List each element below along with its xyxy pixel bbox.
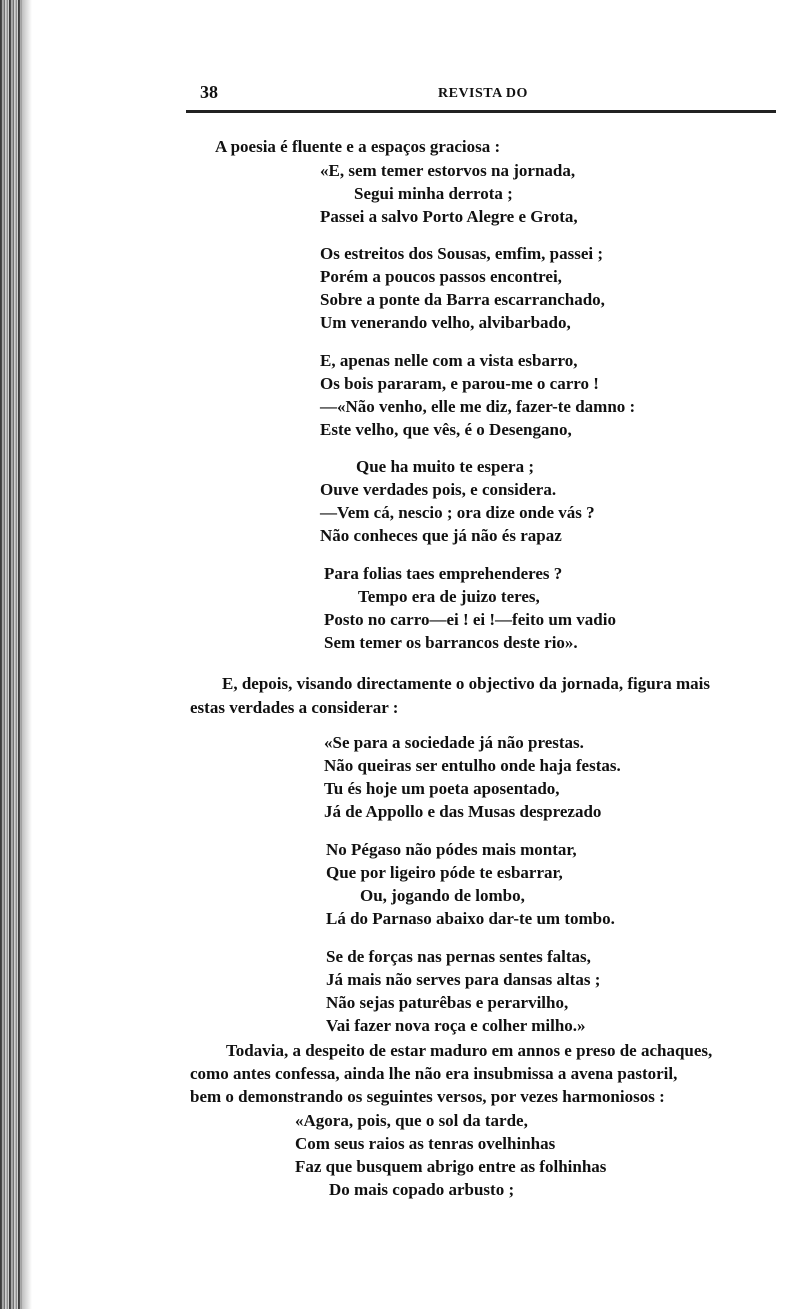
verse-line: Tempo era de juizo teres, bbox=[358, 587, 540, 606]
verse-line: Um venerando velho, alvibarbado, bbox=[320, 313, 571, 332]
verse-line: Lá do Parnaso abaixo dar-te um tombo. bbox=[326, 909, 615, 928]
verse-line: A poesia é fluente e a espaços graciosa : bbox=[215, 137, 501, 156]
verse-line: Ouve verdades pois, e considera. bbox=[320, 480, 557, 499]
prose-line: como antes confessa, ainda lhe não era insubmissa a avena pastoril, bbox=[190, 1064, 678, 1083]
verse-line: Este velho, que vês, é o Desengano, bbox=[320, 420, 572, 439]
verse-line: Já mais não serves para dansas altas ; bbox=[326, 970, 601, 989]
verse-line: Já de Appollo e das Musas desprezado bbox=[324, 802, 602, 821]
verse-line: Posto no carro—ei ! ei !—feito um vadio bbox=[324, 610, 616, 629]
running-title: REVISTA DO bbox=[438, 86, 528, 101]
prose-line: bem o demonstrando os seguintes versos, por vezes harmoniosos : bbox=[190, 1087, 665, 1106]
verse-line: Os estreitos dos Sousas, emfim, passei ; bbox=[320, 244, 604, 263]
verse-line: No Pégaso não pódes mais montar, bbox=[326, 840, 577, 859]
page-header bbox=[186, 82, 776, 108]
verse-line: «E, sem temer estorvos na jornada, bbox=[320, 161, 576, 180]
page-binding-shadow bbox=[22, 0, 32, 1309]
verse-line: Tu és hoje um poeta aposentado, bbox=[324, 779, 560, 798]
verse-line: Não sejas paturêbas e perarvilho, bbox=[326, 993, 569, 1012]
prose-line: Todavia, a despeito de estar maduro em annos e preso de achaques, bbox=[226, 1041, 713, 1060]
verse-line: Que por ligeiro póde te esbarrar, bbox=[326, 863, 563, 882]
verse-line: «Se para a sociedade já não prestas. bbox=[324, 733, 584, 752]
verse-line: Se de forças nas pernas sentes faltas, bbox=[326, 947, 591, 966]
verse-line: Que ha muito te espera ; bbox=[356, 457, 535, 476]
verse-line: —Vem cá, nescio ; ora dize onde vás ? bbox=[320, 503, 595, 522]
prose-line: estas verdades a considerar : bbox=[190, 698, 399, 717]
verse-line: Vai fazer nova roça e colher milho.» bbox=[326, 1016, 586, 1035]
verse-line: Do mais copado arbusto ; bbox=[329, 1180, 515, 1199]
verse-line: E, apenas nelle com a vista esbarro, bbox=[320, 351, 578, 370]
verse-line: Faz que busquem abrigo entre as folhinhas bbox=[295, 1157, 607, 1176]
verse-line: Sem temer os barrancos deste rio». bbox=[324, 633, 578, 652]
verse-line: «Agora, pois, que o sol da tarde, bbox=[295, 1111, 528, 1130]
header-rule bbox=[186, 110, 776, 113]
verse-line: Para folias taes emprehenderes ? bbox=[324, 564, 563, 583]
verse-line: Com seus raios as tenras ovelhinhas bbox=[295, 1134, 556, 1153]
page-binding-edge bbox=[0, 0, 22, 1309]
verse-line: Sobre a ponte da Barra escarranchado, bbox=[320, 290, 605, 309]
verse-line: Não queiras ser entulho onde haja festas. bbox=[324, 756, 621, 775]
verse-line: Os bois pararam, e parou-me o carro ! bbox=[320, 374, 599, 393]
verse-line: —«Não venho, elle me diz, fazer-te damno : bbox=[320, 397, 636, 416]
verse-line: Passei a salvo Porto Alegre e Grota, bbox=[320, 207, 578, 226]
verse-line: Porém a poucos passos encontrei, bbox=[320, 267, 562, 286]
verse-line: Segui minha derrota ; bbox=[354, 184, 513, 203]
page-number: 38 bbox=[200, 82, 218, 102]
prose-line: E, depois, visando directamente o objectivo da jornada, figura mais bbox=[222, 674, 710, 693]
verse-line: Não conheces que já não és rapaz bbox=[320, 526, 562, 545]
verse-line: Ou, jogando de lombo, bbox=[360, 886, 525, 905]
